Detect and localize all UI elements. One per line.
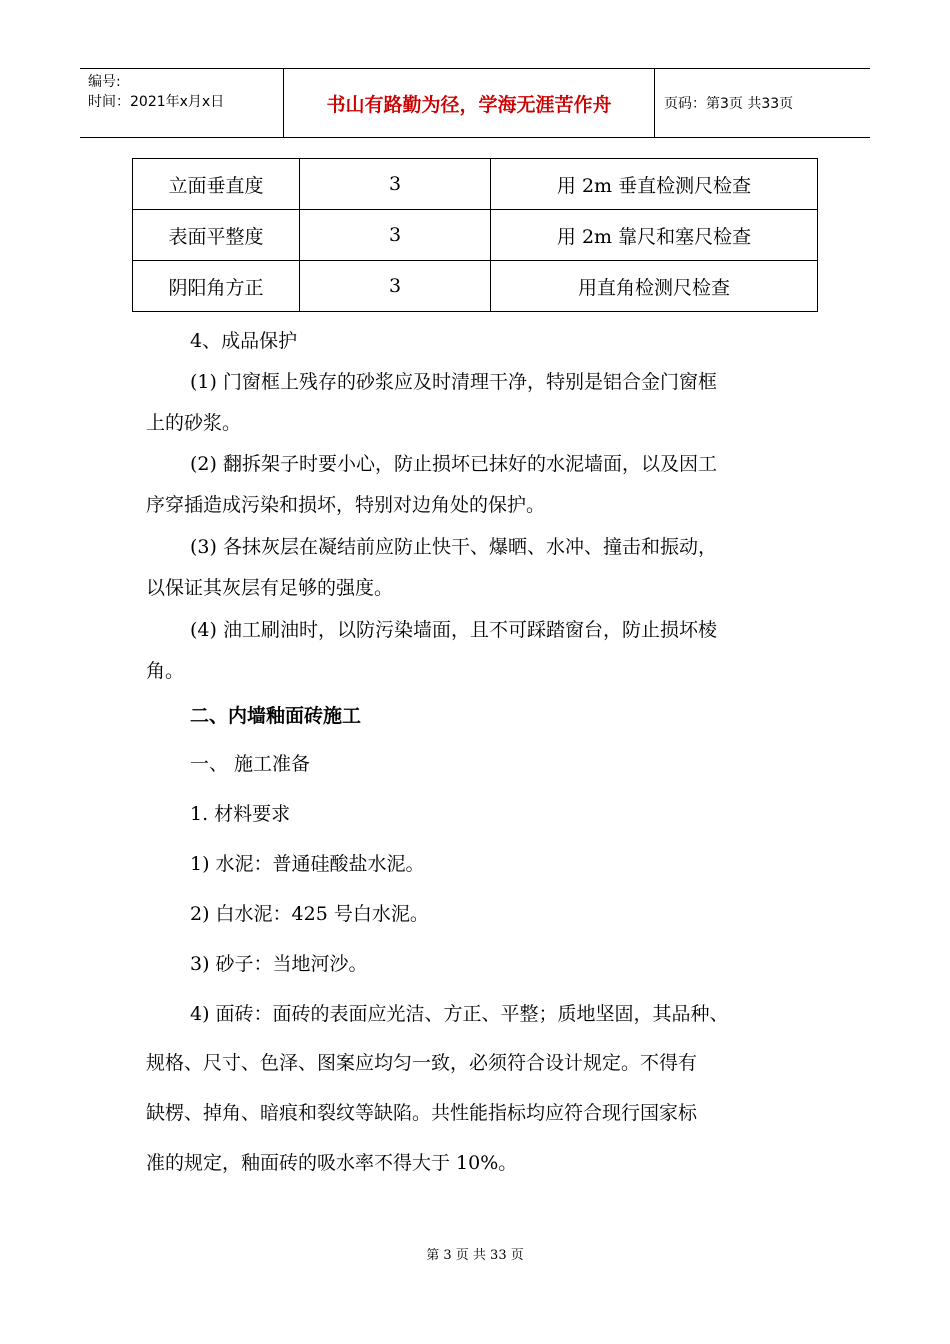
paragraph-line: 角。 xyxy=(146,660,185,682)
number-label: 编号: xyxy=(88,74,121,90)
list-item: 4) 面砖：面砖的表面应光洁、方正、平整；质地坚固，其品种、 xyxy=(190,1003,729,1025)
paragraph-line: (1) 门窗框上残存的砂浆应及时清理干净，特别是铝合金门窗框 xyxy=(190,371,717,393)
table-cell: 用 2m 靠尺和塞尺检查 xyxy=(491,210,818,261)
table-row xyxy=(133,210,818,261)
section-heading: 一、 施工准备 xyxy=(190,753,311,775)
paragraph-line: 上的砂浆。 xyxy=(146,412,242,434)
paragraph-line: (3) 各抹灰层在凝结前应防止快干、爆晒、水冲、撞击和振动， xyxy=(190,536,717,558)
paragraph-line: 准的规定，釉面砖的吸水率不得大于 10%。 xyxy=(146,1152,518,1174)
paragraph-line: 规格、尺寸、色泽、图案应均匀一致，必须符合设计规定。不得有 xyxy=(146,1052,698,1074)
paragraph-line: (2) 翻拆架子时要小心，防止损坏已抹好的水泥墙面，以及因工 xyxy=(190,453,717,475)
page-footer: 第 3 页 共 33 页 xyxy=(426,1248,524,1263)
table-cell: 用 2m 垂直检测尺检查 xyxy=(491,159,818,210)
header-meta-cell xyxy=(80,69,284,137)
table-cell: 用直角检测尺检查 xyxy=(491,261,818,312)
table-cell: 3 xyxy=(300,159,491,210)
inspection-table xyxy=(132,158,818,312)
section-heading: 4、成品保护 xyxy=(190,330,298,352)
time-label: 时间：2021年x月x日 xyxy=(88,94,225,110)
table-cell: 表面平整度 xyxy=(133,210,300,261)
table-row xyxy=(133,261,818,312)
list-item: 1) 水泥：普通硅酸盐水泥。 xyxy=(190,853,425,875)
list-item: 3) 砂子：当地河沙。 xyxy=(190,953,368,975)
paragraph-line: 序穿插造成污染和损坏，特别对边角处的保护。 xyxy=(146,494,546,516)
table-cell: 3 xyxy=(300,261,491,312)
chapter-heading: 二、内墙釉面砖施工 xyxy=(190,705,362,727)
paragraph-line: (4) 油工刷油时，以防污染墙面，且不可踩踏窗台，防止损坏棱 xyxy=(190,619,717,641)
list-item: 2) 白水泥：425 号白水泥。 xyxy=(190,903,429,925)
table-cell: 阴阳角方正 xyxy=(133,261,300,312)
table-cell: 立面垂直度 xyxy=(133,159,300,210)
header-motto: 书山有路勤为径，学海无涯苦作舟 xyxy=(284,69,655,137)
table-row xyxy=(133,159,818,210)
header-page-info: 页码：第3页 共33页 xyxy=(664,96,794,112)
subsection-heading: 1. 材料要求 xyxy=(190,803,291,825)
document-header xyxy=(80,68,870,138)
paragraph-line: 缺楞、掉角、暗痕和裂纹等缺陷。共性能指标均应符合现行国家标 xyxy=(146,1102,698,1124)
paragraph-line: 以保证其灰层有足够的强度。 xyxy=(146,577,394,599)
table-cell: 3 xyxy=(300,210,491,261)
